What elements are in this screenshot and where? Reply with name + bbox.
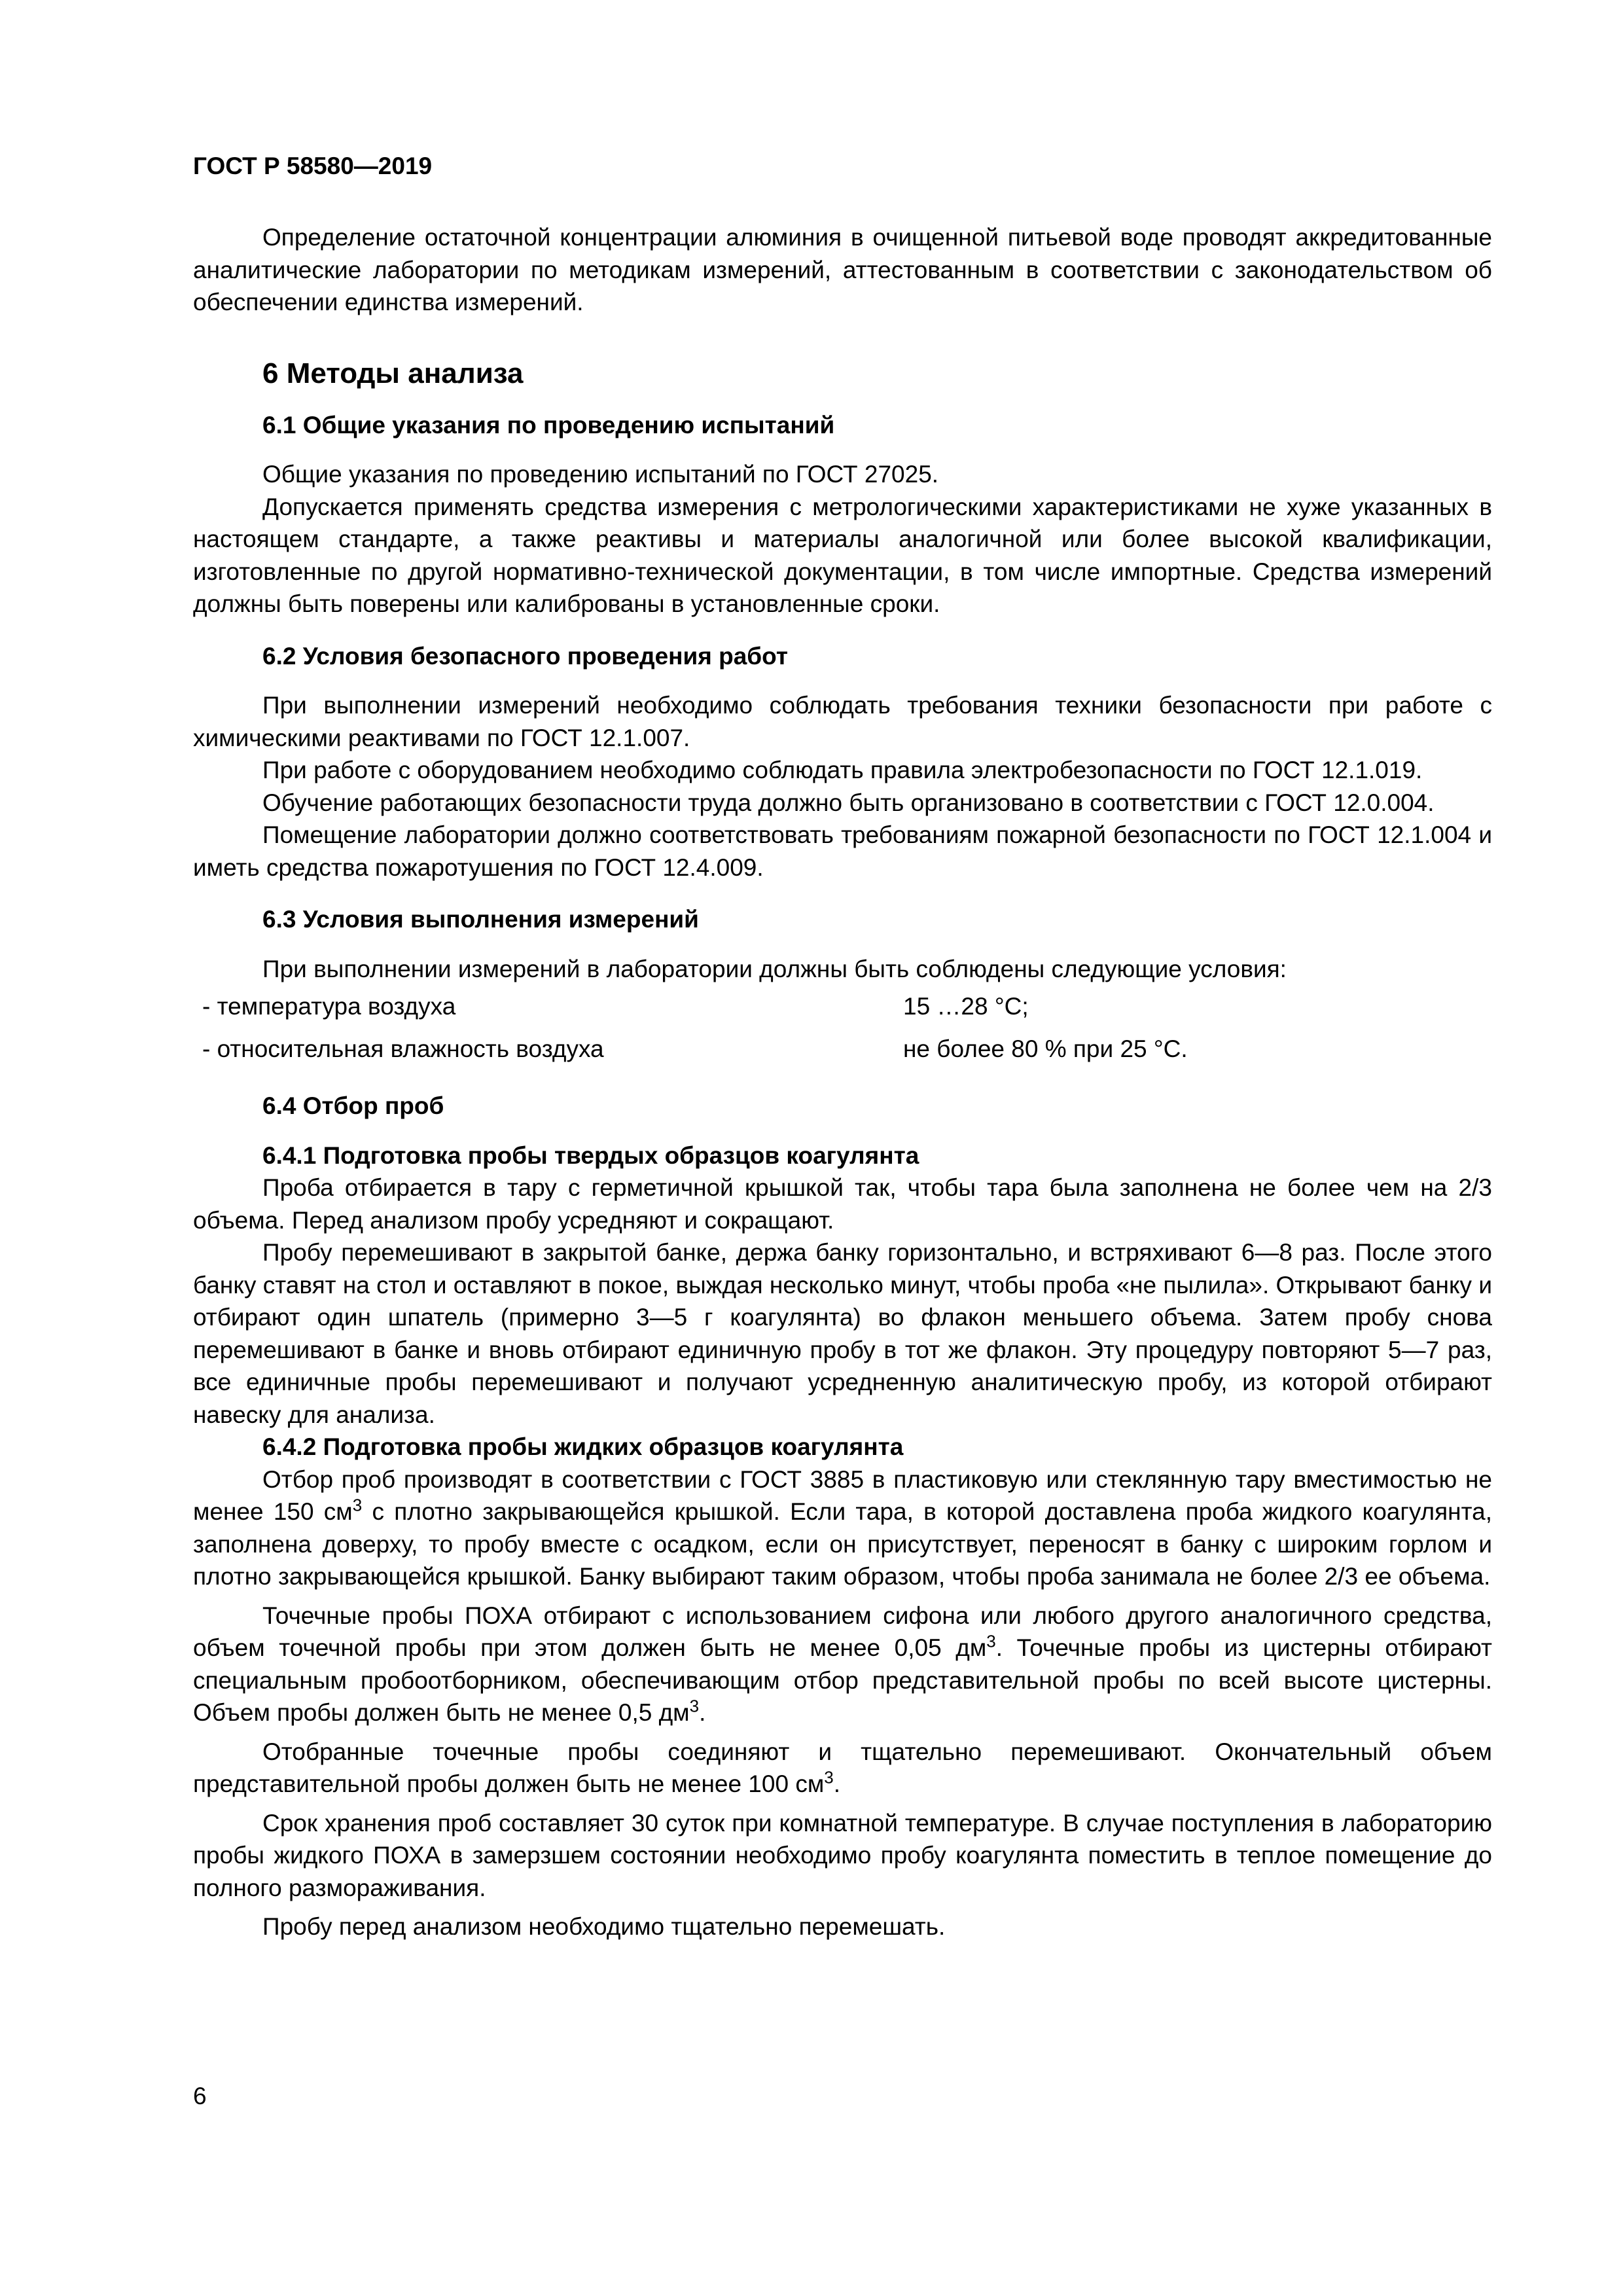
section-6-title: 6 Методы анализа — [262, 357, 524, 389]
condition-value: не более 80 % при 25 °C. — [903, 1035, 1188, 1062]
superscript-3: 3 — [824, 1767, 834, 1787]
section-6-1-paragraph-1: Общие указания по проведению испытаний по ГОСТ 27025. — [262, 461, 939, 488]
intro-paragraph: Определение остаточной концентрации алюминия в очищенной питьевой воде проводят аккредитованные аналитические лаборатории по методикам измерений, аттестованным в соответствии с законодательством об обеспечении единства измерений. — [193, 224, 1492, 315]
section-6-1-title: 6.1 Общие указания по проведению испытаний — [262, 411, 835, 439]
section-6-4-2-title: 6.4.2 Подготовка пробы жидких образцов коагулянта — [262, 1433, 904, 1460]
section-6-1-paragraph-2: Допускается применять средства измерения с метрологическими характеристиками не хуже указанных в настоящем стандарте, а также реактивы и материалы аналогичной или более высокой квалификации, изготовленные по другой нормативно-технической документации, в том числе импортные. Средства измерений должны быть поверены или калиброваны в установленные сроки. — [193, 493, 1492, 617]
condition-value: 15 …28 °C; — [903, 992, 1029, 1020]
condition-row — [193, 1028, 1492, 1070]
document-code-header: ГОСТ Р 58580—2019 — [193, 152, 433, 179]
section-6-3-title: 6.3 Условия выполнения измерений — [262, 906, 699, 933]
section-6-4-1-paragraph-2: Пробу перемешивают в закрытой банке, держа банку горизонтально, и встряхивают 6—8 раз. После этого банку ставят на стол и оставляют в покое, выждая несколько минут, чтобы проба «не пылила». Открывают банку и отбирают один шпатель (примерно 3—5 г коагулянта) во флакон меньшего объема. Затем пробу снова перемешивают в банке и вновь отбирают единичную пробу в тот же флакон. Эту процедуру повторяют 5—7 раз, все единичные пробы перемешивают и получают усредненную аналитическую пробу, из которой отбирают навеску для анализа. — [193, 1239, 1492, 1428]
conditions-list — [193, 985, 1492, 1070]
section-6-4-1-title: 6.4.1 Подготовка пробы твердых образцов коагулянта — [262, 1141, 919, 1169]
section-6-2-paragraph-4: Помещение лаборатории должно соответствовать требованиям пожарной безопасности по ГОСТ 12.1.004 и иметь средства пожаротушения по ГОСТ 12.4.009. — [193, 821, 1492, 881]
page-number: 6 — [193, 2083, 207, 2109]
section-6-4-title: 6.4 Отбор проб — [262, 1092, 444, 1119]
condition-parameter: - относительная влажность воздуха — [202, 1035, 604, 1062]
section-6-2-paragraph-3: Обучение работающих безопасности труда должно быть организовано в соответствии с ГОСТ 12.0.004. — [262, 789, 1435, 816]
superscript-3: 3 — [986, 1631, 996, 1651]
section-6-4-1-paragraph-1: Проба отбирается в тару с герметичной крышкой так, чтобы тара была заполнена не более чем на 2/3 объема. Перед анализом пробу усредняют и сокращают. — [193, 1174, 1492, 1234]
section-6-4-2-paragraph-5: Пробу перед анализом необходимо тщательно перемешать. — [262, 1913, 946, 1940]
section-6-4-2-paragraph-3: Отобранные точечные пробы соединяют и тщательно перемешивают. Окончательный объем представительной пробы должен быть не менее 100 $см^3$. — [193, 1738, 1492, 1797]
page-content — [193, 221, 1492, 1943]
section-6-4-2-paragraph-4: Срок хранения проб составляет 30 суток при комнатной температуре. В случае поступления в лабораторию пробы жидкого ПОХА в замерзшем состоянии необходимо пробу коагулянта поместить в теплое помещение до полного размораживания. — [193, 1809, 1492, 1901]
condition-parameter: - температура воздуха — [202, 992, 456, 1020]
section-6-2-paragraph-2: При работе с оборудованием необходимо соблюдать правила электробезопасности по ГОСТ 12.1.019. — [262, 757, 1423, 783]
section-6-4-2-paragraph-2: Точечные пробы ПОХА отбирают с использованием сифона или любого другого аналогичного средства, объем точечной пробы при этом должен быть не менее 0,05 $дм^3$. Точечные пробы из цистерны отбирают специальным пробоотборником, обеспечивающим отбор представительной пробы по всей высоте цистерны. Объем пробы должен быть не менее 0,5 $дм^3$. — [193, 1602, 1492, 1726]
section-6-2-paragraph-1: При выполнении измерений необходимо соблюдать требования техники безопасности при работе с химическими реактивами по ГОСТ 12.1.007. — [193, 692, 1492, 751]
condition-row — [193, 985, 1492, 1028]
section-6-4-2-paragraph-1: Отбор проб производят в соответствии с ГОСТ 3885 в пластиковую или стеклянную тару вместимостью не менее 150 $см^3$ с плотно закрывающейся крышкой. Если тара, в которой доставлена проба жидкого коагулянта, заполнена доверху, то пробу вместе с осадком, если он присутствует, переносят в банку с широким горлом и плотно закрывающейся крышкой. Банку выбирают таким образом, чтобы проба занимала не более 2/3 ее объема. — [193, 1465, 1492, 1590]
section-6-2-title: 6.2 Условия безопасного проведения работ — [262, 642, 788, 670]
section-6-3-paragraph-1: При выполнении измерений в лаборатории должны быть соблюдены следующие условия: — [262, 955, 1287, 982]
superscript-3: 3 — [352, 1495, 363, 1515]
superscript-3: 3 — [689, 1696, 700, 1716]
